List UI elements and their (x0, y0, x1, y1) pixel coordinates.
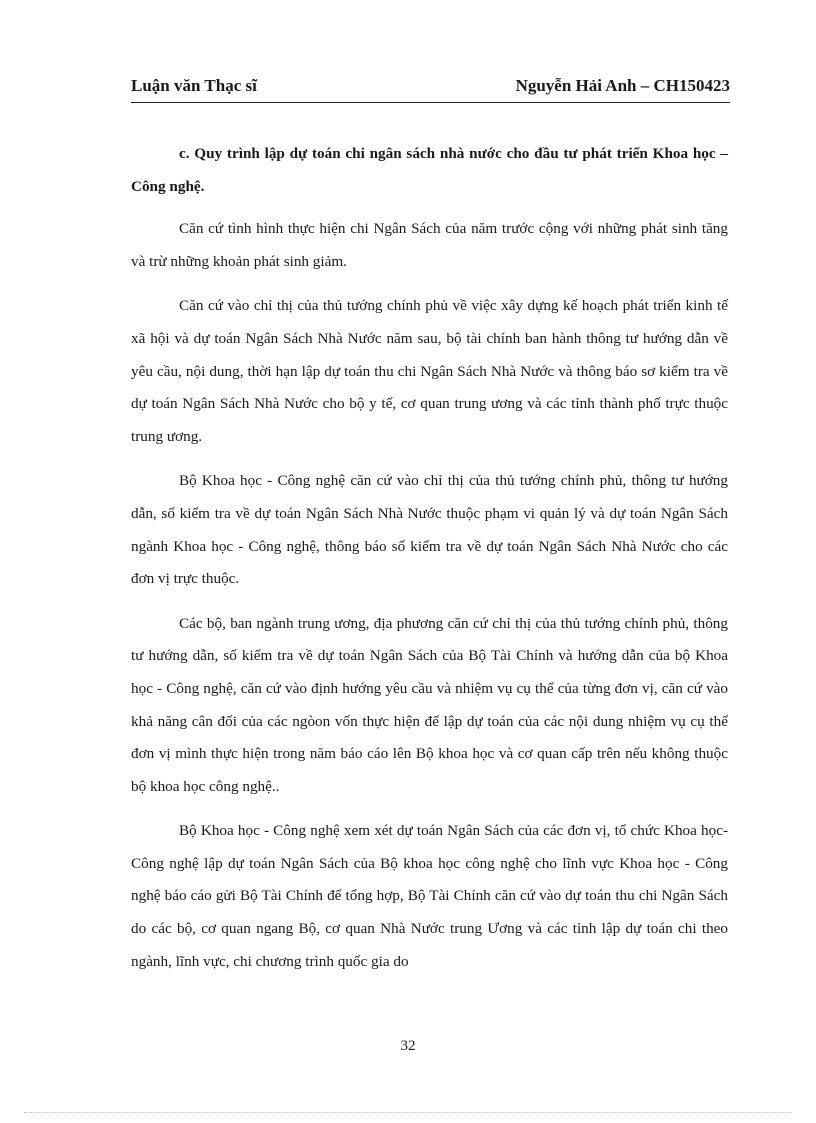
paragraph-4: Các bộ, ban ngành trung ương, địa phương căn cứ chỉ thị của thủ tướng chính phủ, thông tư hướng dẫn, số kiểm tra về dự toán Ngân Sách của Bộ Tài Chính và hướng dẫn của bộ Khoa học - Công nghệ, căn cứ vào định hướng yêu cầu và nhiệm vụ cụ thể của từng đơn vị, căn cứ vào khả năng cân đối của các ngòon vốn thực hiện để lập dự toán của các nội dung nhiệm vụ cụ thể đơn vị mình thực hiện trong năm báo cáo lên Bộ khoa học và cơ quan cấp trên nếu không thuộc bộ khoa học công nghệ.. (131, 614, 728, 795)
section-heading: c. Quy trình lập dự toán chi ngân sách nhà nước cho đầu tư phát triển Khoa học – Công nghệ. (131, 145, 728, 195)
paragraph-3: Bộ Khoa học - Công nghệ căn cứ vào chỉ thị của thủ tướng chính phủ, thông tư hướng dẫn, số kiểm tra về dự toán Ngân Sách Nhà Nước thuộc phạm vi quản lý và dự toán Ngân Sách ngành Khoa học - Công nghệ, thông báo số kiểm tra về dự toán Ngân Sách Nhà Nước cho các đơn vị trực thuộc. (131, 472, 728, 588)
page-header (131, 74, 730, 103)
page-body (131, 138, 728, 990)
page-bottom-divider (24, 1112, 792, 1113)
header-thesis-title: Luận văn Thạc sĩ (131, 76, 257, 95)
header-author: Nguyễn Hải Anh – CH150423 (515, 76, 730, 95)
paragraph-2: Căn cứ vào chỉ thị của thủ tướng chính phủ về việc xây dựng kế hoạch phát triển kinh tế xã hội và dự toán Ngân Sách Nhà Nước năm sau, bộ tài chính ban hành thông tư hướng dẫn về yêu cầu, nội dung, thời hạn lập dự toán thu chi Ngân Sách Nhà Nước và thông báo sơ kiểm tra về dự toán Ngân Sách Nhà Nước cho bộ y tế, cơ quan trung ương và các tỉnh thành phố trực thuộc trung ương. (131, 297, 728, 445)
paragraph-5: Bộ Khoa học - Công nghệ xem xét dự toán Ngân Sách của các đơn vị, tổ chức Khoa học- Công nghệ lập dự toán Ngân Sách của Bộ khoa học công nghệ cho lĩnh vực Khoa học - Công nghệ báo cáo gửi Bộ Tài Chính để tổng hợp, Bộ Tài Chính căn cứ vào dự toán thu chi Ngân Sách do các bộ, cơ quan ngang Bộ, cơ quan Nhà Nước trung Ương và các tỉnh lập dự toán chi theo ngành, lĩnh vực, chi chương trình quốc gia do (131, 822, 728, 970)
paragraph-1: Căn cứ tình hình thực hiện chi Ngân Sách của năm trước cộng với những phát sinh tăng và trừ những khoản phát sinh giảm. (131, 220, 728, 270)
page-number: 32 (400, 1038, 416, 1054)
